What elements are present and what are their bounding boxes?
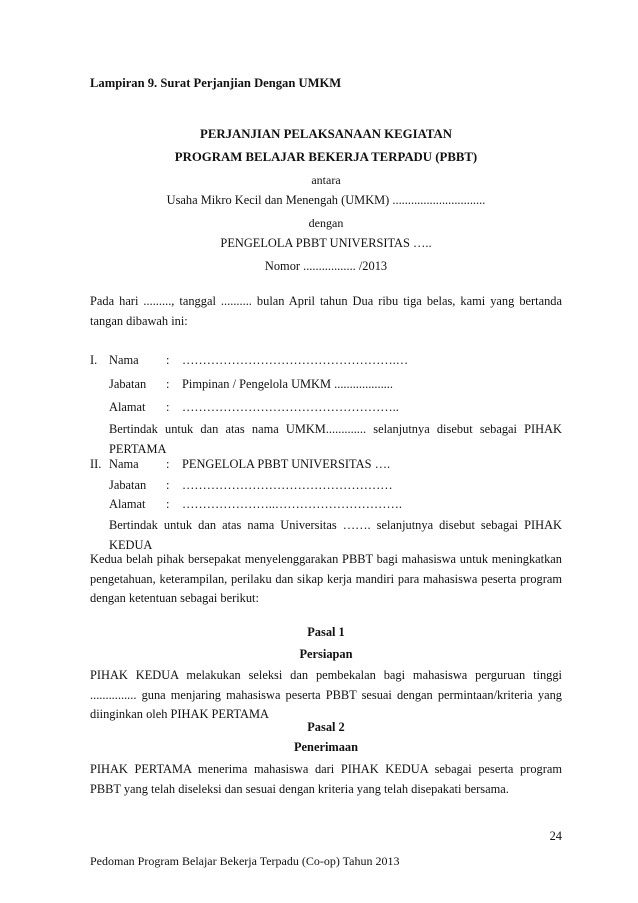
- title-nomor: Nomor ................. /2013: [264, 259, 388, 273]
- party-two-address-label: Alamat: [109, 497, 146, 511]
- page-number: 24: [549, 829, 562, 843]
- party-two-position-label: Jabatan: [109, 478, 147, 492]
- pasal-2-body: PIHAK PERTAMA menerima mahasiswa dari PIHAK KEDUA sebagai peserta program PBBT yang telah diseleksi dan sesuai dengan kriteria yang telah disepakati bersama.: [90, 762, 562, 796]
- party-two-position-colon: :: [166, 478, 170, 492]
- pasal-2-number: Pasal 2: [307, 720, 345, 734]
- party-one-name-value: …………………………………………….…: [182, 353, 409, 367]
- party-one-position-value: Pimpinan / Pengelola UMKM ...................: [182, 377, 393, 391]
- party-two-name-colon: :: [166, 457, 170, 471]
- title-antara: antara: [311, 173, 341, 187]
- party-one-name-label: Nama: [109, 353, 139, 367]
- pasal-1-title: Persiapan: [299, 647, 353, 661]
- party-two-statement: Bertindak untuk dan atas nama Universitas ……. selanjutnya disebut sebagai PIHAK KEDUA: [109, 518, 562, 552]
- title-dengan: dengan: [308, 216, 344, 230]
- footer-text: Pedoman Program Belajar Bekerja Terpadu (Co-op) Tahun 2013: [90, 854, 400, 868]
- agreement-paragraph: Kedua belah pihak bersepakat menyelenggarakan PBBT bagi mahasiswa untuk meningkatkan pengetahuan, keterampilan, perilaku dan sikap kerja mandiri para mahasiswa peserta program dengan ketentuan sebagai berikut:: [90, 552, 562, 605]
- party-two-position-value: ……………………………………………: [182, 478, 393, 492]
- party-one-statement: Bertindak untuk dan atas nama UMKM............. selanjutnya disebut sebagai PIHAK PERTAMA: [109, 422, 562, 456]
- party-one-address-value: ……………………………………………..: [182, 400, 399, 414]
- party-one-numeral: I.: [90, 353, 98, 367]
- party-one-position-colon: :: [166, 377, 170, 391]
- title-party-university: PENGELOLA PBBT UNIVERSITAS …..: [220, 236, 432, 250]
- party-two-numeral: II.: [90, 457, 102, 471]
- party-two-name-value: PENGELOLA PBBT UNIVERSITAS ….: [182, 457, 391, 471]
- attachment-heading: Lampiran 9. Surat Perjanjian Dengan UMKM: [90, 76, 342, 90]
- party-one-position-label: Jabatan: [109, 377, 147, 391]
- pasal-2-title: Penerimaan: [293, 740, 358, 754]
- party-two-address-colon: :: [166, 497, 170, 511]
- party-one-name-colon: :: [166, 353, 170, 367]
- party-two-name-label: Nama: [109, 457, 139, 471]
- document-title-line1: PERJANJIAN PELAKSANAAN KEGIATAN: [200, 127, 452, 141]
- title-party-umkm: Usaha Mikro Kecil dan Menengah (UMKM) ..............................: [166, 193, 486, 207]
- party-one-address-colon: :: [166, 400, 170, 414]
- pasal-1-number: Pasal 1: [307, 625, 345, 639]
- party-two-address-value: …………………..………………………….: [182, 497, 402, 511]
- pasal-1-body: PIHAK KEDUA melakukan seleksi dan pembekalan bagi mahasiswa perguruan tinggi ............... guna menjaring mahasiswa peserta PBBT sesuai dengan permintaan/kriteria yang diinginkan oleh PIHAK PERTAMA: [90, 668, 562, 721]
- document-title-line2: PROGRAM BELAJAR BEKERJA TERPADU (PBBT): [174, 150, 478, 164]
- intro-paragraph: Pada hari ........., tanggal .......... bulan April tahun Dua ribu tiga belas, kami yang bertanda tangan dibawah ini:: [90, 294, 562, 328]
- party-one-address-label: Alamat: [109, 400, 146, 414]
